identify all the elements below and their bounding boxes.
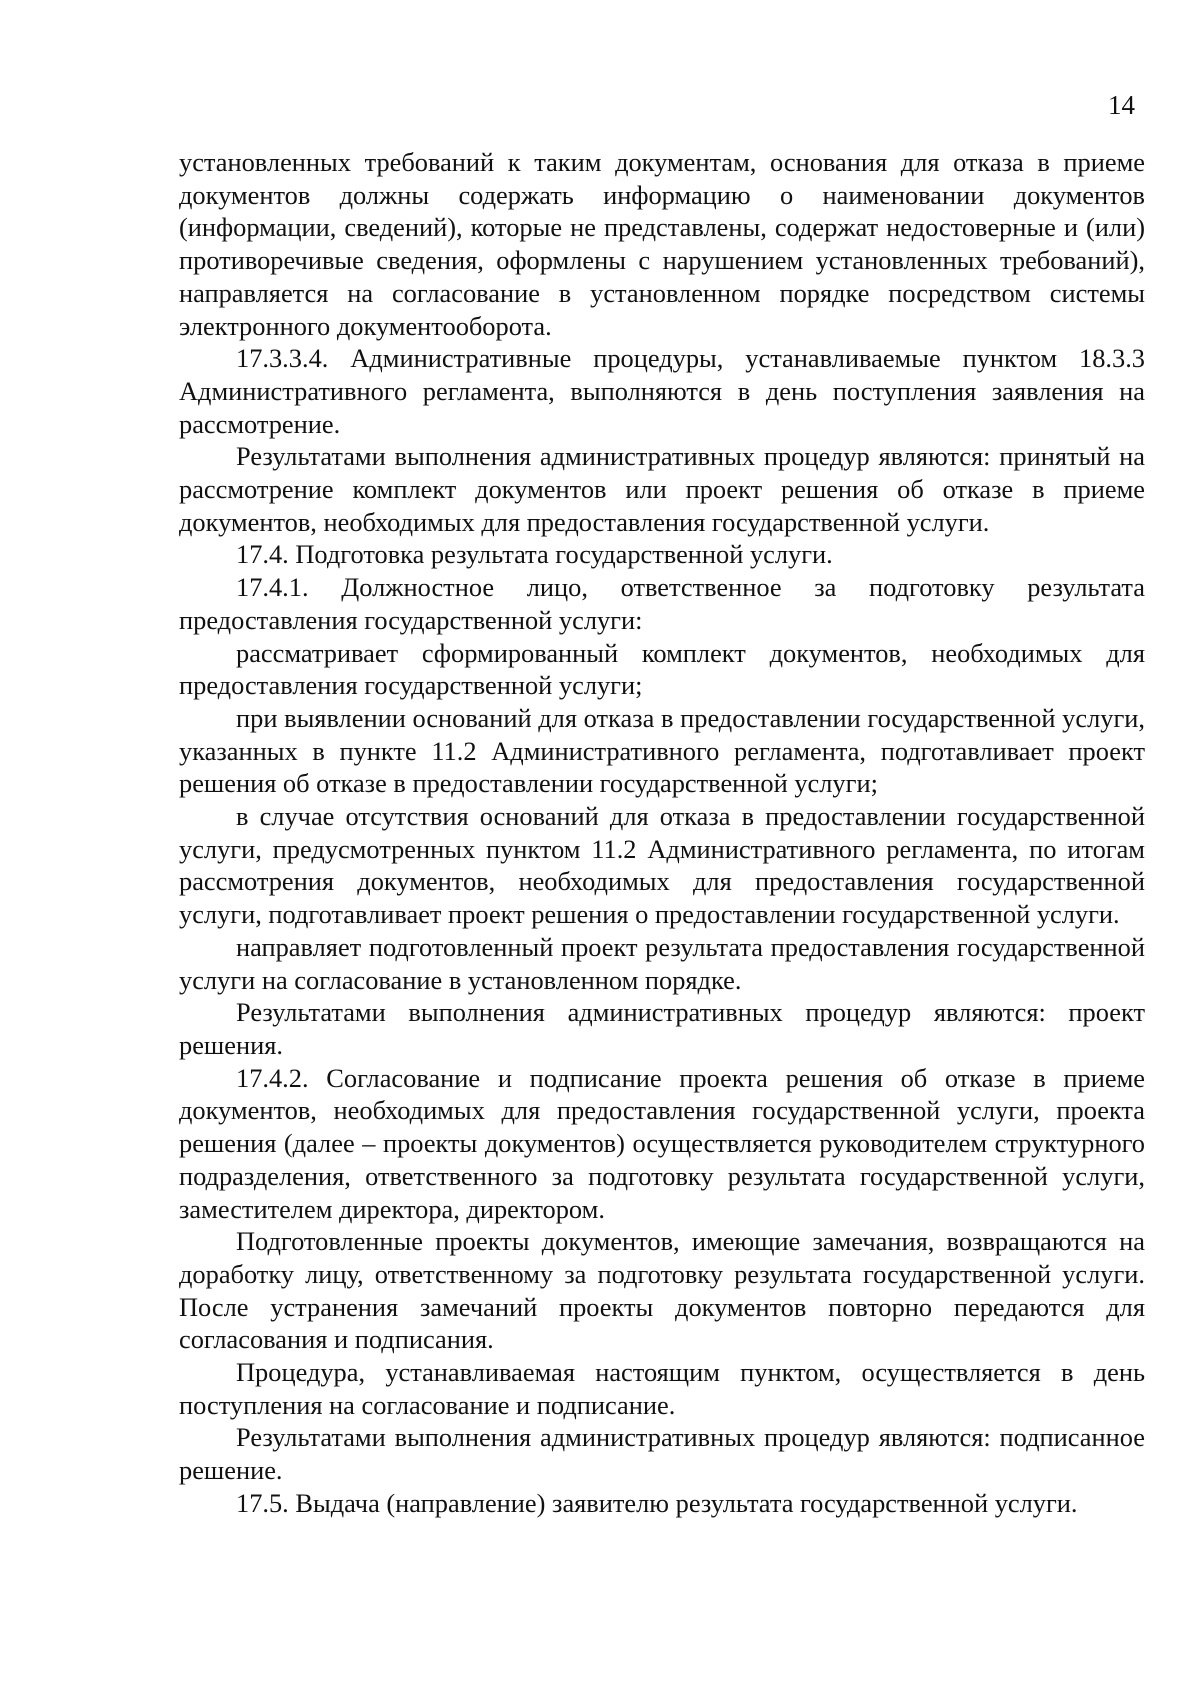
paragraph: 17.3.3.4. Административные процедуры, устанавливаемые пунктом 18.3.3 Административного регламента, выполняются в день поступления заявления на рассмотрение. xyxy=(179,343,1145,439)
paragraph: Подготовленные проекты документов, имеющие замечания, возвращаются на доработку лицу, ответственному за подготовку результата государственной услуги. После устранения замечаний проекты документов повторно передаются для согласования и подписания. xyxy=(179,1226,1145,1355)
paragraph: 17.4.2. Согласование и подписание проекта решения об отказе в приеме документов, необходимых для предоставления государственной услуги, проекта решения (далее – проекты документов) осуществляется руководителем структурного подразделения, ответственного за подготовку результата государственной услуги, заместителем директора, директором. xyxy=(179,1062,1145,1224)
paragraph: 17.4.1. Должностное лицо, ответственное за подготовку результата предоставления государственной услуги: xyxy=(179,572,1145,635)
paragraph: направляет подготовленный проект результата предоставления государственной услуги на согласование в установленном порядке. xyxy=(179,931,1145,995)
paragraph: Результатами выполнения административных процедур являются: проект решения. xyxy=(179,997,1145,1060)
paragraph: в случае отсутствия оснований для отказа в предоставлении государственной услуги, предусмотренных пунктом 11.2 Административного регламента, по итогам рассмотрения документов, необходимых для предоставления государственной услуги, подготавливает проект решения о предоставлении государственной услуги. xyxy=(179,801,1145,930)
paragraph: Процедура, устанавливаемая настоящим пунктом, осуществляется в день поступления на согласование и подписание. xyxy=(179,1357,1145,1420)
paragraph: Результатами выполнения административных процедур являются: принятый на рассмотрение комплект документов или проект решения об отказе в приеме документов, необходимых для предоставления государственной услуги. xyxy=(179,441,1145,537)
paragraph: Результатами выполнения административных процедур являются: подписанное решение. xyxy=(179,1422,1145,1486)
paragraph: при выявлении оснований для отказа в предоставлении государственной услуги, указанных в пункте 11.2 Административного регламента, подготавливает проект решения об отказе в предоставлении государственной услуги; xyxy=(179,702,1145,799)
paragraph: установленных требований к таким документам, основания для отказа в приеме документов должны содержать информацию о наименовании документов (информации, сведений), которые не представлены, содержат недостоверные и (или) противоречивые сведения, оформлены с нарушением установленных требований), направляется на согласование в установленном порядке посредством системы электронного документооборота. xyxy=(179,147,1145,341)
paragraph: 17.5. Выдача (направление) заявителю результата государственной услуги. xyxy=(236,1487,1078,1518)
document-body xyxy=(179,146,1145,1520)
paragraph: 17.4. Подготовка результата государственной услуги. xyxy=(236,539,833,570)
paragraph: рассматривает сформированный комплект документов, необходимых для предоставления государственной услуги; xyxy=(179,637,1145,701)
page-number: 14 xyxy=(1108,90,1135,120)
